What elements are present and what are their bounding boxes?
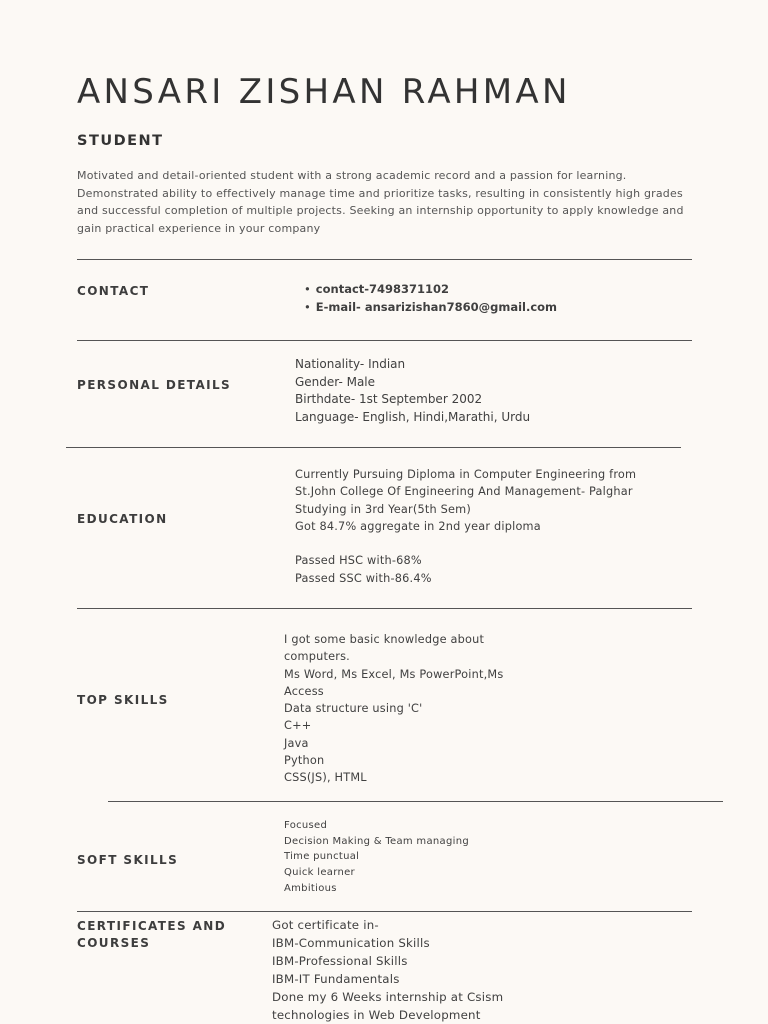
gender-text: Gender- Male [295, 374, 376, 389]
personal-details-heading: PERSONAL DETAILS [77, 378, 232, 392]
contact-email: • E-mail- ansarizishan7860@gmail.com [304, 299, 557, 317]
ssc-result: Passed SSC with-86.4% [295, 571, 432, 585]
section-divider [77, 911, 692, 912]
summary-paragraph: Motivated and detail-oriented student with a strong academic record and a passion for learning. Demonstrated ability to effectively manage time and prioritize tasks, resulting in consistently high grades and successful completion of multiple projects. Seeking an internship opportunity to apply knowledge and gain practical experience in your company [77, 169, 684, 235]
personal-details-list [295, 356, 530, 426]
skill-line: C++ [284, 719, 312, 733]
nationality-text: Nationality- Indian [295, 357, 406, 371]
spacer [295, 535, 636, 552]
contact-heading: CONTACT [77, 284, 150, 298]
section-divider [77, 340, 692, 341]
education-line: Currently Pursuing Diploma in Computer Engineering from [295, 468, 637, 481]
education-line: Got 84.7% aggregate in 2nd year diploma [295, 519, 541, 533]
education-details [295, 466, 636, 587]
top-skills-list [284, 631, 503, 787]
section-divider [77, 259, 692, 260]
skill-line: Python [284, 754, 325, 768]
soft-skills-list [284, 818, 469, 897]
soft-skill-item: Focused [284, 820, 328, 831]
soft-skill-item: Ambitious [284, 882, 337, 894]
contact-list [304, 281, 557, 316]
education-line: Studying in 3rd Year(5th Sem) [295, 502, 471, 516]
education-line: St.John College Of Engineering And Management- Palghar [295, 485, 633, 499]
skill-line: Java [284, 736, 309, 750]
soft-skill-item: Time punctual [284, 851, 360, 863]
soft-skill-item: Decision Making & Team managing [284, 835, 469, 847]
certificate-line: IBM-Communication Skills [272, 936, 430, 950]
contact-phone: • contact-7498371102 [304, 281, 557, 299]
skill-line: Ms Word, Ms Excel, Ms PowerPoint,Ms [284, 667, 504, 681]
certificates-heading: CERTIFICATES AND COURSES [77, 919, 227, 950]
language-text: Language- English, Hindi,Marathi, Urdu [295, 409, 531, 424]
soft-skills-heading: SOFT SKILLS [77, 853, 179, 867]
skill-line: computers. [284, 650, 350, 664]
certificate-line: IBM-IT Fundamentals [272, 972, 400, 986]
section-divider [108, 801, 723, 802]
top-skills-heading: TOP SKILLS [77, 693, 169, 707]
skill-line: Data structure using 'C' [284, 702, 423, 716]
hsc-result: Passed HSC with-68% [295, 554, 422, 568]
skill-line: Access [284, 684, 324, 698]
certificate-line: technologies in Web Development [272, 1008, 481, 1022]
birthdate-text: Birthdate- 1st September 2002 [295, 392, 483, 406]
section-divider [77, 608, 692, 609]
certificate-line: Done my 6 Weeks internship at Csism [272, 990, 504, 1004]
resume-name: ANSARI ZISHAN RAHMAN [77, 72, 571, 112]
education-heading: EDUCATION [77, 512, 168, 526]
soft-skill-item: Quick learner [284, 867, 355, 879]
certificate-line: Got certificate in- [272, 918, 379, 932]
certificates-list [272, 916, 503, 1024]
certificate-line: IBM-Professional Skills [272, 954, 408, 968]
resume-role: STUDENT [77, 133, 164, 149]
section-divider [66, 447, 681, 448]
skill-line: CSS(JS), HTML [284, 771, 367, 785]
skill-line: I got some basic knowledge about [284, 633, 485, 646]
